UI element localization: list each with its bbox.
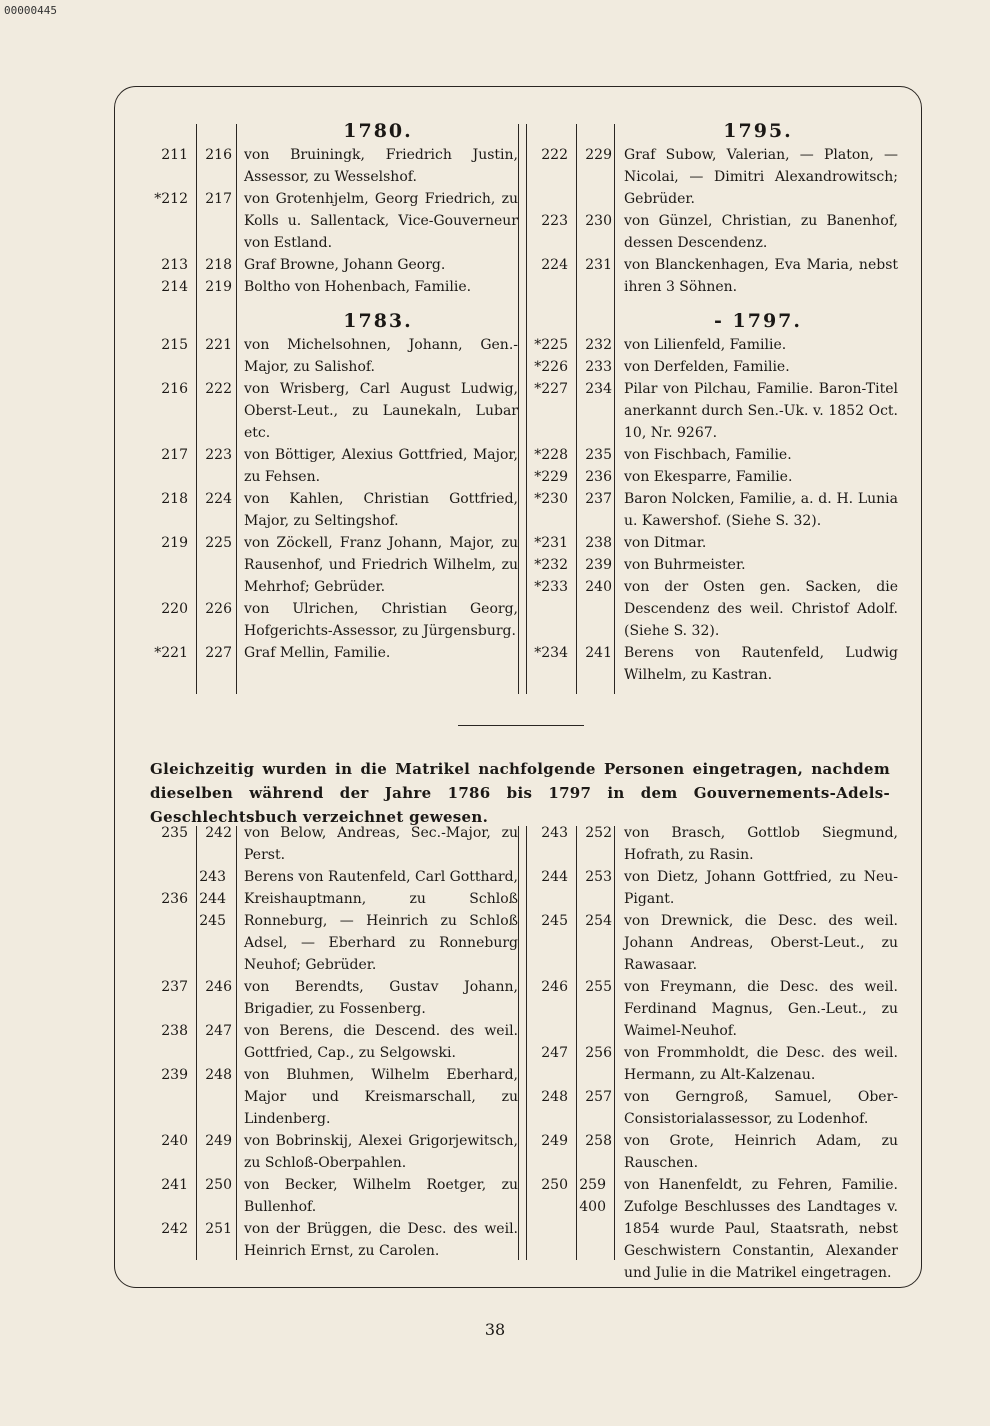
entry-text: von Brasch, Gottlob Siegmund, Hofrath, zu Rasin. <box>624 825 898 863</box>
column-rule <box>518 826 519 1260</box>
matrikel-number: 219 <box>161 535 188 551</box>
list-item <box>528 444 898 466</box>
section-1795 <box>528 144 898 298</box>
matrikel-number: *225 <box>534 337 568 353</box>
list-item <box>148 1020 518 1064</box>
entry-number: 229 <box>585 147 612 163</box>
list-item <box>148 1218 518 1262</box>
entry-number: 249 <box>205 1133 232 1149</box>
entry-text: Graf Browne, Johann Georg. <box>244 257 446 273</box>
matrikel-number: 240 <box>161 1133 188 1149</box>
year-heading: 1783. <box>343 310 413 332</box>
entry-text: von Buhrmeister. <box>624 557 746 573</box>
entry-text: von Michelsohnen, Johann, Gen.-Major, zu Salishof. <box>244 337 518 375</box>
matrikel-number: *212 <box>154 191 188 207</box>
list-item <box>148 254 518 276</box>
entry-number: 235 <box>585 447 612 463</box>
matrikel-number: 248 <box>541 1089 568 1105</box>
list-item <box>528 488 898 532</box>
column-rule <box>236 826 237 1260</box>
column-rule <box>576 124 577 694</box>
matrikel-number: 241 <box>161 1177 188 1193</box>
list-item <box>528 866 898 910</box>
list-item <box>148 642 518 664</box>
year-heading: 1795. <box>723 120 793 142</box>
year-heading: - 1797. <box>714 310 802 332</box>
entry-number: 216 <box>205 147 232 163</box>
matrikel-number: *226 <box>534 359 568 375</box>
entry-number: 250 <box>205 1177 232 1193</box>
entry-number: 254 <box>585 913 612 929</box>
entry-number: 256 <box>585 1045 612 1061</box>
matrikel-number: *234 <box>534 645 568 661</box>
entry-text: von der Osten gen. Sacken, die Descendenz des weil. Christof Adolf. (Siehe S. 32). <box>624 579 898 639</box>
matrikel-number: *229 <box>534 469 568 485</box>
entry-number: 225 <box>205 535 232 551</box>
entry-text: von Drewnick, die Desc. des weil. Johann Andreas, Oberst-Leut., zu Rawasaar. <box>624 913 898 973</box>
bottom-right-column <box>528 822 898 1284</box>
matrikel-number: 243 <box>541 825 568 841</box>
entry-text: von Dietz, Johann Gottfried, zu Neu-Pigant. <box>624 869 898 907</box>
entry-number: 237 <box>585 491 612 507</box>
entry-number: 231 <box>585 257 612 273</box>
list-item <box>148 334 518 378</box>
list-item <box>148 1130 518 1174</box>
matrikel-number: 242 <box>161 1221 188 1237</box>
matrikel-number: *232 <box>534 557 568 573</box>
list-item <box>148 488 518 532</box>
entry-number: 241 <box>585 645 612 661</box>
matrikel-number: 237 <box>161 979 188 995</box>
list-item <box>528 1174 898 1284</box>
entry-text: von Grotenhjelm, Georg Friedrich, zu Kolls u. Sallentack, Vice-Gouverneur von Estland. <box>244 191 518 251</box>
entry-number: 259 400 <box>579 1177 606 1215</box>
column-rule <box>196 826 197 1260</box>
list-item <box>528 822 898 866</box>
matrikel-number: 213 <box>161 257 188 273</box>
entry-text: von Kahlen, Christian Gottfried, Major, zu Seltingshof. <box>244 491 518 529</box>
entry-text: von Grote, Heinrich Adam, zu Rauschen. <box>624 1133 898 1171</box>
matrikel-number: 236 <box>161 891 188 907</box>
entry-number: 248 <box>205 1067 232 1083</box>
list-item <box>148 378 518 444</box>
entry-number: 251 <box>205 1221 232 1237</box>
entry-text: von Hanenfeldt, zu Fehren, Familie. Zufolge Beschlusses des Landtages v. 1854 wurde Paul, Staatsrath, nebst Geschwistern Constantin, Alexander und Julie in die Matrikel eingetragen. <box>624 1177 898 1281</box>
entry-number: 253 <box>585 869 612 885</box>
list-item <box>528 1042 898 1086</box>
entry-number: 218 <box>205 257 232 273</box>
entry-text: Graf Mellin, Familie. <box>244 645 391 661</box>
entry-number: 226 <box>205 601 232 617</box>
entry-number: 222 <box>205 381 232 397</box>
matrikel-number: 220 <box>161 601 188 617</box>
matrikel-number: 246 <box>541 979 568 995</box>
entry-number: 239 <box>585 557 612 573</box>
list-item <box>528 334 898 356</box>
matrikel-number: 222 <box>541 147 568 163</box>
list-item <box>148 276 518 298</box>
matrikel-number: 224 <box>541 257 568 273</box>
list-item <box>528 576 898 642</box>
list-item <box>148 188 518 254</box>
entry-text: von Blanckenhagen, Eva Maria, nebst ihren 3 Söhnen. <box>624 257 898 295</box>
column-rule <box>614 124 615 694</box>
list-item <box>528 378 898 444</box>
matrikel-number: 250 <box>541 1177 568 1193</box>
entry-text: von Zöckell, Franz Johann, Major, zu Rausenhof, und Friedrich Wilhelm, zu Mehrhof; Gebrüder. <box>244 535 518 595</box>
matrikel-number: 215 <box>161 337 188 353</box>
list-item <box>528 910 898 976</box>
list-item <box>528 466 898 488</box>
entry-text: von Berens, die Descend. des weil. Gottfried, Cap., zu Selgowski. <box>244 1023 518 1061</box>
entry-text: Boltho von Hohenbach, Familie. <box>244 279 472 295</box>
list-item <box>528 976 898 1042</box>
list-item <box>148 822 518 866</box>
entry-text: von Berendts, Gustav Johann, Brigadier, zu Fossenberg. <box>244 979 518 1017</box>
entry-number: 219 <box>205 279 232 295</box>
column-rule <box>526 124 527 694</box>
entry-text: von Böttiger, Alexius Gottfried, Major, zu Fehsen. <box>244 447 518 485</box>
entry-text: Berens von Rautenfeld, Carl Gotthard, Kreishauptmann, zu Schloß Ronneburg, — Heinrich zu Schloß Adsel, — Eberhard zu Ronneburg Neuhof; Gebrüder. <box>244 869 518 973</box>
entry-number: 221 <box>205 337 232 353</box>
entry-text: von Ditmar. <box>624 535 707 551</box>
entry-text: von Derfelden, Familie. <box>624 359 790 375</box>
matrikel-number: 218 <box>161 491 188 507</box>
matrikel-number: 214 <box>161 279 188 295</box>
entry-number: 232 <box>585 337 612 353</box>
list-item <box>148 598 518 642</box>
list-item <box>528 1086 898 1130</box>
column-rule <box>196 124 197 694</box>
entry-text: von der Brüggen, die Desc. des weil. Heinrich Ernst, zu Carolen. <box>244 1221 518 1259</box>
matrikel-number: *227 <box>534 381 568 397</box>
list-item <box>528 144 898 210</box>
matrikel-number: 245 <box>541 913 568 929</box>
entry-number: 217 <box>205 191 232 207</box>
list-item <box>528 532 898 554</box>
list-item <box>528 1130 898 1174</box>
section-divider <box>458 725 584 726</box>
entry-text: von Lilienfeld, Familie. <box>624 337 787 353</box>
matrikel-number: *233 <box>534 579 568 595</box>
entry-text: von Freymann, die Desc. des weil. Ferdinand Magnus, Gen.-Leut., zu Waimel-Neuhof. <box>624 979 898 1039</box>
column-rule <box>526 826 527 1260</box>
entry-number: 240 <box>585 579 612 595</box>
section-1797 <box>528 334 898 686</box>
list-item <box>528 356 898 378</box>
entry-number: 223 <box>205 447 232 463</box>
entry-number: 247 <box>205 1023 232 1039</box>
matrikel-number: 223 <box>541 213 568 229</box>
list-item <box>148 1174 518 1218</box>
entry-number: 252 <box>585 825 612 841</box>
entry-text: von Gerngroß, Samuel, Ober-Consistorialassessor, zu Lodenhof. <box>624 1089 898 1127</box>
list-item <box>528 642 898 686</box>
entry-text: Baron Nolcken, Familie, a. d. H. Lunia u. Kawershof. (Siehe S. 32). <box>624 491 898 529</box>
matrikel-number: *221 <box>154 645 188 661</box>
matrikel-number: 239 <box>161 1067 188 1083</box>
matrikel-number: 244 <box>541 869 568 885</box>
entry-number: 257 <box>585 1089 612 1105</box>
matrikel-number: 217 <box>161 447 188 463</box>
section-1780 <box>148 144 518 298</box>
entry-number: 227 <box>205 645 232 661</box>
entry-number: 246 <box>205 979 232 995</box>
entry-text: von Bobrinskij, Alexei Grigorjewitsch, zu Schloß-Oberpahlen. <box>244 1133 518 1171</box>
matrikel-number: *231 <box>534 535 568 551</box>
entry-text: Berens von Rautenfeld, Ludwig Wilhelm, zu Kastran. <box>624 645 898 683</box>
entry-number: 243 244 245 <box>199 869 226 929</box>
entry-number: 238 <box>585 535 612 551</box>
page-id: 00000445 <box>4 4 57 17</box>
entry-number: 236 <box>585 469 612 485</box>
entry-number: 242 <box>205 825 232 841</box>
section-1783 <box>148 334 518 664</box>
matrikel-number: 247 <box>541 1045 568 1061</box>
top-left-column <box>148 118 518 664</box>
list-item <box>148 532 518 598</box>
year-heading: 1780. <box>343 120 413 142</box>
top-right-column <box>528 118 898 686</box>
column-rule <box>236 124 237 694</box>
list-item <box>148 866 518 976</box>
entry-number: 230 <box>585 213 612 229</box>
entry-text: von Ulrichen, Christian Georg, Hofgerichts-Assessor, zu Jürgensburg. <box>244 601 518 639</box>
list-item <box>528 554 898 576</box>
entry-number: 224 <box>205 491 232 507</box>
matrikel-number: 238 <box>161 1023 188 1039</box>
entry-text: von Fischbach, Familie. <box>624 447 792 463</box>
list-item <box>528 254 898 298</box>
matrikel-number: 216 <box>161 381 188 397</box>
entry-number: 233 <box>585 359 612 375</box>
list-item <box>148 144 518 188</box>
matrikel-number: 211 <box>161 147 188 163</box>
column-rule <box>614 826 615 1260</box>
column-rule <box>576 826 577 1260</box>
entry-number: 255 <box>585 979 612 995</box>
matrikel-number: *228 <box>534 447 568 463</box>
entry-text: Graf Subow, Valerian, — Platon, — Nicolai, — Dimitri Alexandrowitsch; Gebrüder. <box>624 147 898 207</box>
entry-text: von Wrisberg, Carl August Ludwig, Oberst-Leut., zu Launekaln, Lubar etc. <box>244 381 518 441</box>
list-item <box>148 1064 518 1130</box>
list-item <box>148 444 518 488</box>
entry-number: 258 <box>585 1133 612 1149</box>
entry-text: von Günzel, Christian, zu Banenhof, dessen Descendenz. <box>624 213 898 251</box>
column-rule <box>518 124 519 694</box>
list-item <box>148 976 518 1020</box>
entry-text: von Frommholdt, die Desc. des weil. Hermann, zu Alt-Kalzenau. <box>624 1045 898 1083</box>
entry-text: von Bluhmen, Wilhelm Eberhard, Major und Kreismarschall, zu Lindenberg. <box>244 1067 518 1127</box>
page-number: 38 <box>484 1320 506 1339</box>
list-item <box>528 210 898 254</box>
matrikel-number: 235 <box>161 825 188 841</box>
matrikel-number: 249 <box>541 1133 568 1149</box>
entry-text: von Below, Andreas, Sec.-Major, zu Perst. <box>244 825 518 863</box>
matrikel-number: *230 <box>534 491 568 507</box>
entry-text: von Bruiningk, Friedrich Justin, Assessor, zu Wesselshof. <box>244 147 518 185</box>
entry-text: Pilar von Pilchau, Familie. Baron-Titel anerkannt durch Sen.-Uk. v. 1852 Oct. 10, Nr. 9267. <box>624 381 898 441</box>
intro-paragraph: Gleichzeitig wurden in die Matrikel nachfolgende Personen eingetragen, nachdem dieselben während der Jahre 1786 bis 1797 in dem Gouvernements-Adels-Geschlechtsbuch verzeichnet gewesen. <box>150 760 890 826</box>
entry-text: von Becker, Wilhelm Roetger, zu Bullenhof. <box>244 1177 518 1215</box>
bottom-left-column <box>148 822 518 1262</box>
entry-number: 234 <box>585 381 612 397</box>
entry-text: von Ekesparre, Familie. <box>624 469 793 485</box>
